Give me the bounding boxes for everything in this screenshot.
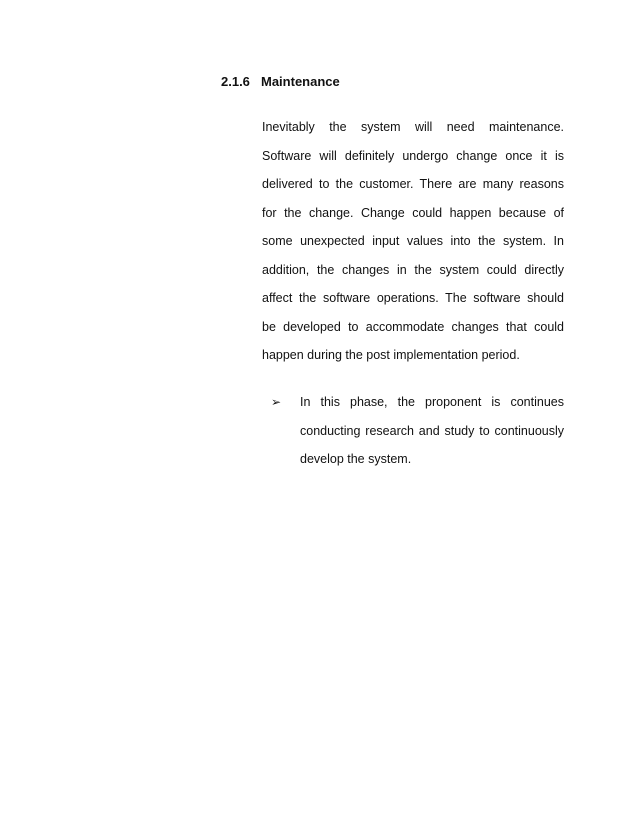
paragraph-line: addition, the changes in the system could directly <box>262 262 564 277</box>
paragraph-line: Software will definitely undergo change once it is <box>262 148 564 163</box>
paragraph-line: affect the software operations. The software should <box>262 291 564 305</box>
paragraph-line: delivered to the customer. There are many reasons <box>262 177 564 191</box>
bullet-line: conducting research and study to continuously <box>300 423 564 438</box>
section-heading <box>221 74 340 89</box>
paragraph-line: some unexpected input values into the system. In <box>262 234 564 248</box>
bullet-line: In this phase, the proponent is continues <box>300 395 564 409</box>
arrowhead-bullet-icon: ➢ <box>271 395 282 409</box>
paragraph-line: happen during the post implementation period. <box>262 348 520 362</box>
paragraph-line: be developed to accommodate changes that could <box>262 319 564 334</box>
paragraph-line: for the change. Change could happen because of <box>262 205 564 220</box>
paragraph-line: Inevitably the system will need maintenance. <box>262 120 564 134</box>
section-title: Maintenance <box>261 74 340 89</box>
bullet-line: develop the system. <box>300 452 412 466</box>
section-number: 2.1.6 <box>221 74 250 89</box>
maintenance-paragraph <box>262 113 564 370</box>
bullet-text <box>300 388 564 474</box>
